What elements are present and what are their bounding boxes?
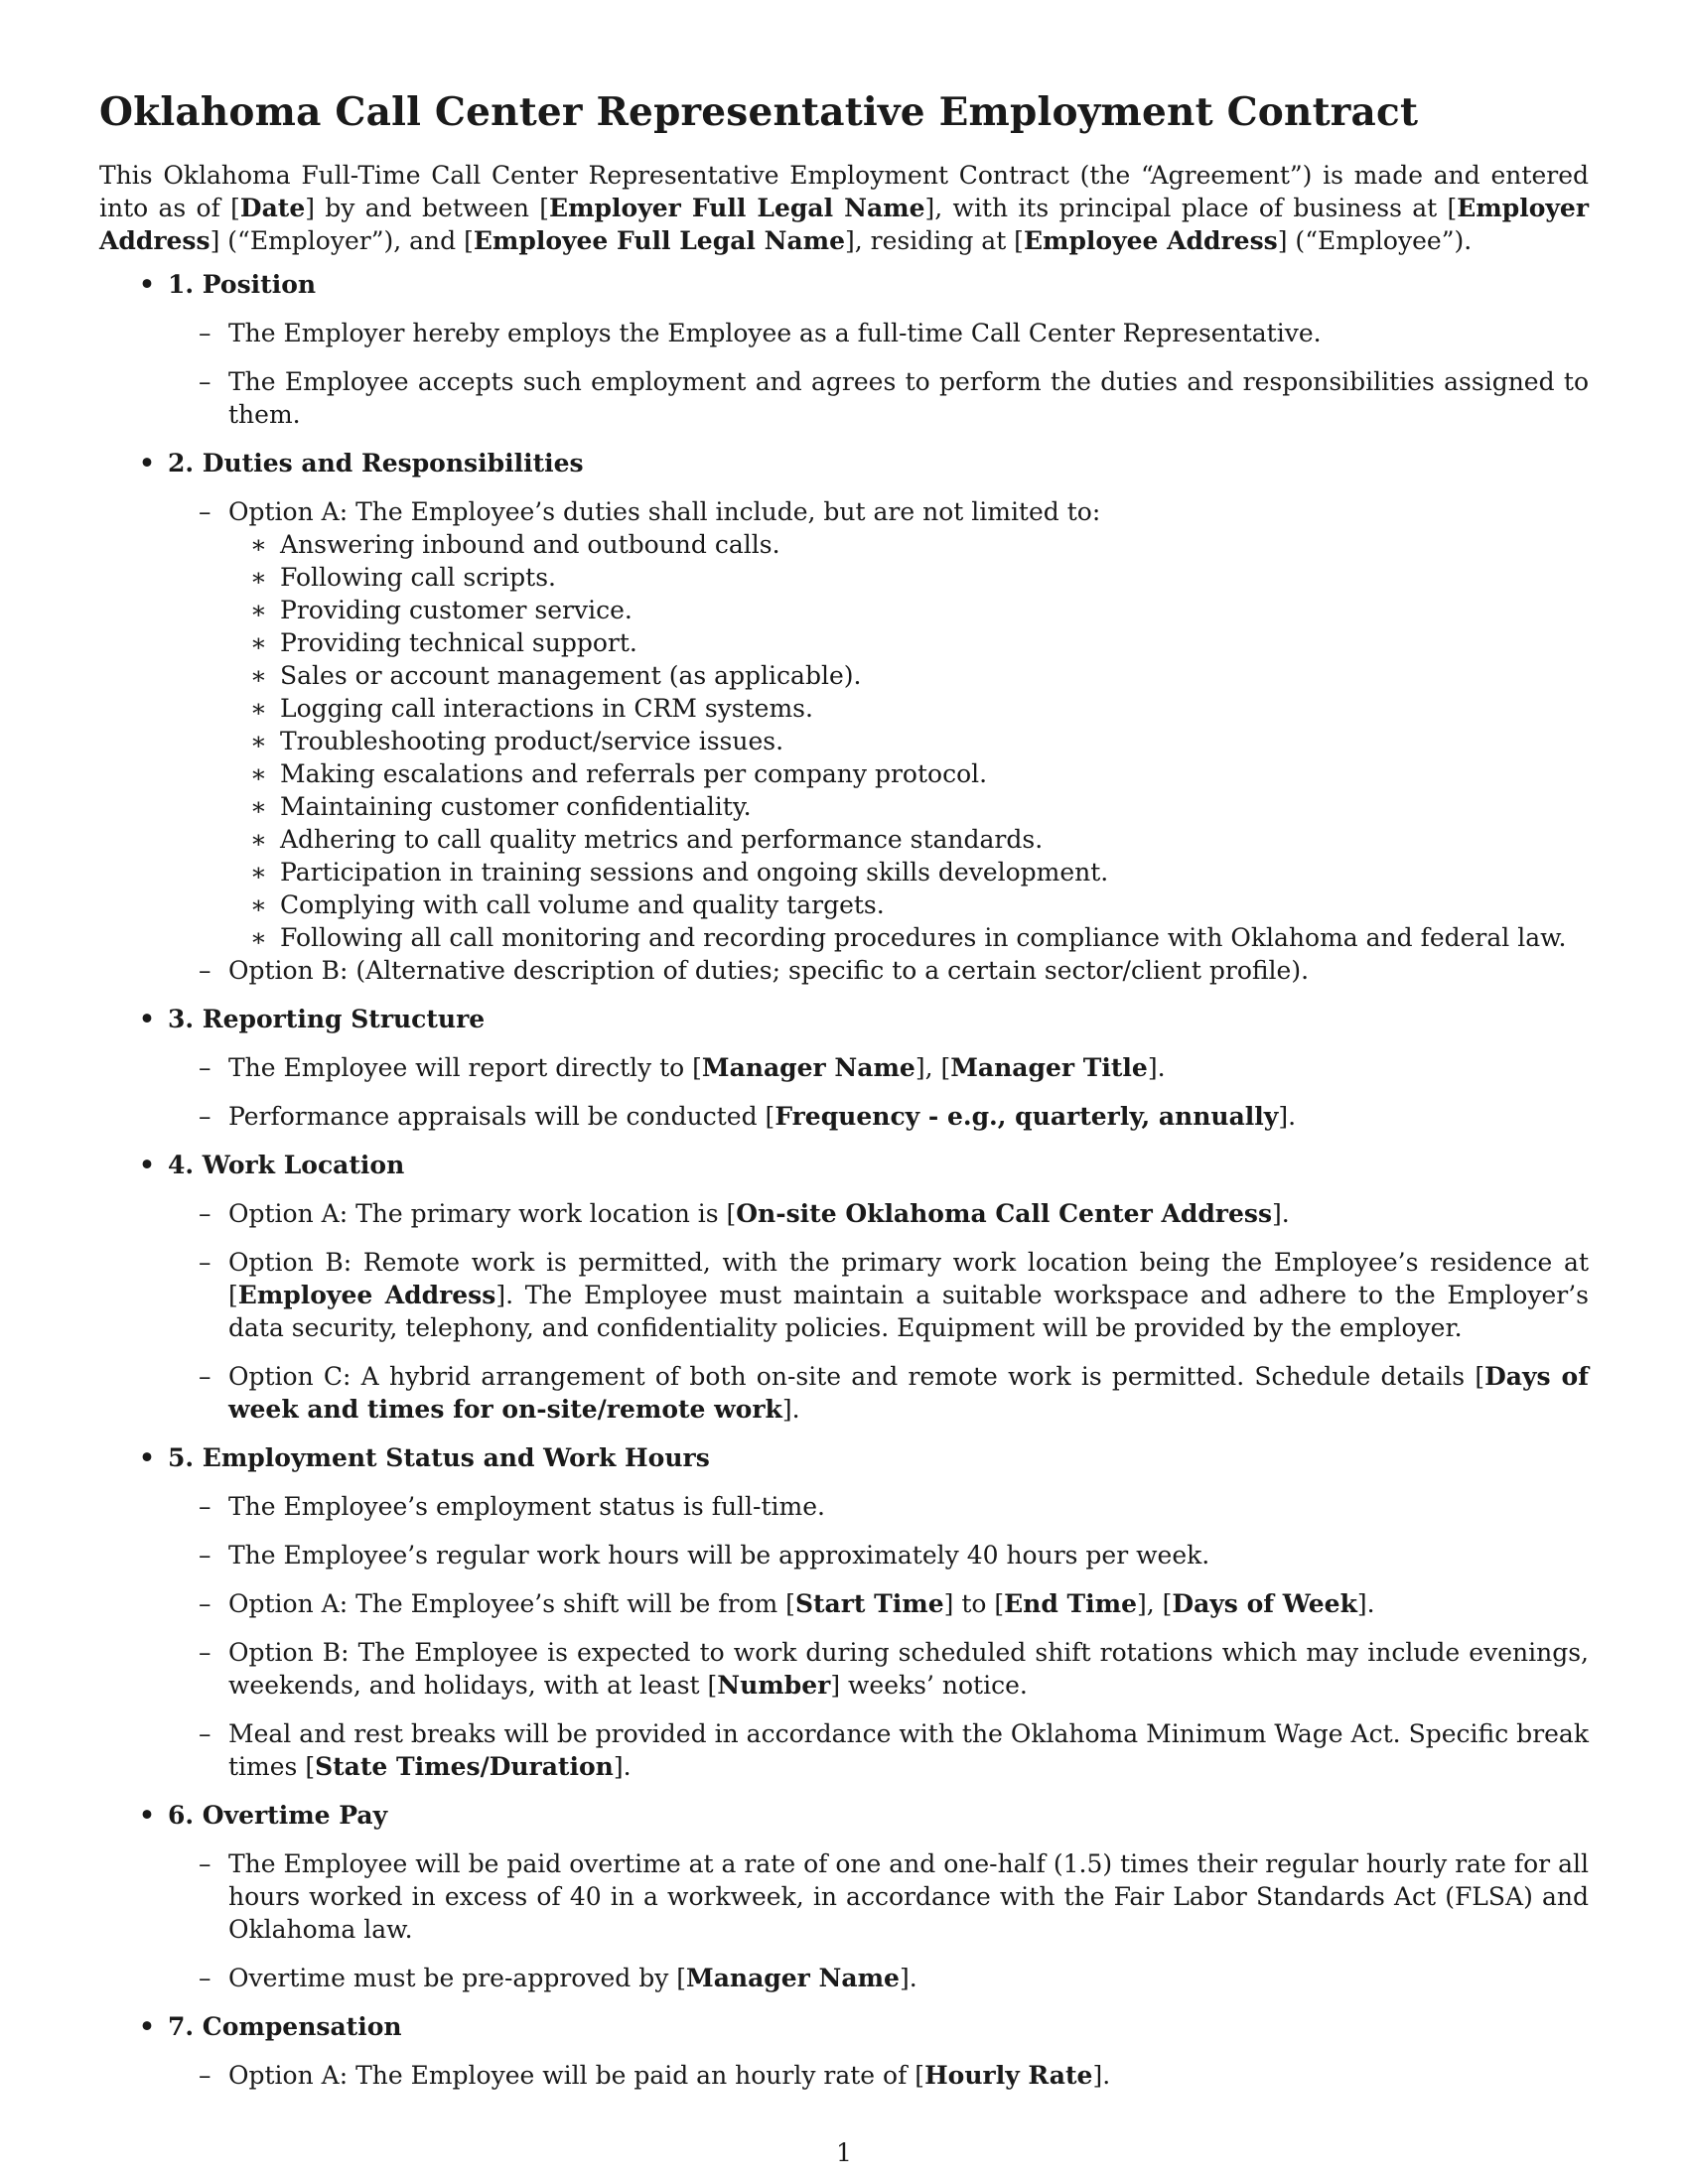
duty-text: Complying with call volume and quality targets. xyxy=(280,890,885,919)
duty-item xyxy=(0,790,1589,823)
text-run: ]. xyxy=(1278,1102,1297,1131)
dash-icon: – xyxy=(199,1964,211,1992)
dash-icon: – xyxy=(199,1719,211,1748)
section-heading-text: 3. Reporting Structure xyxy=(168,1005,486,1033)
contract-section xyxy=(0,2010,1688,2092)
dash-icon: – xyxy=(199,367,211,396)
page-number: 1 xyxy=(836,2138,852,2167)
text-run: Option C: A hybrid arrangement of both on-site and remote work is permitted. Schedule details [ xyxy=(228,1362,1485,1391)
dash-icon: – xyxy=(199,1248,211,1277)
asterisk-icon: ∗ xyxy=(250,858,267,887)
section-heading xyxy=(0,1799,1688,1832)
text-run: Performance appraisals will be conducted [ xyxy=(228,1102,775,1131)
duty-item xyxy=(0,626,1589,659)
placeholder-field: Days of Week xyxy=(1172,1589,1357,1618)
text-run: Meal and rest breaks will be provided in accordance with the Oklahoma Minimum Wage Act. Specific break times [ xyxy=(228,1719,1589,1781)
section-item xyxy=(0,1587,1589,1620)
duty-item xyxy=(0,823,1589,856)
contract-section xyxy=(0,1441,1688,1783)
duty-text: Following call scripts. xyxy=(280,563,556,592)
section-heading-text: 2. Duties and Responsibilities xyxy=(168,449,584,478)
text-run: Option A: The Employee will be paid an hourly rate of [ xyxy=(228,2061,925,2090)
contract-section xyxy=(0,1149,1688,1426)
section-item xyxy=(0,1197,1589,1230)
placeholder-field: Date xyxy=(239,194,306,222)
placeholder-field: Employer Full Legal Name xyxy=(549,194,925,222)
bullet-icon: • xyxy=(139,449,155,478)
section-heading xyxy=(0,447,1688,479)
bullet-icon: • xyxy=(139,1005,155,1033)
duty-text: Adhering to call quality metrics and performance standards. xyxy=(280,825,1044,854)
contract-section xyxy=(0,447,1688,987)
section-item xyxy=(0,1100,1589,1133)
placeholder-field: Days of week and times for on-site/remote work xyxy=(228,1362,1589,1424)
section-heading-text: 7. Compensation xyxy=(168,2012,402,2041)
text-run: Option B: (Alternative description of duties; specific to a certain sector/client profile). xyxy=(228,956,1310,985)
placeholder-field: State Times/Duration xyxy=(315,1752,614,1781)
section-heading xyxy=(0,1441,1688,1474)
text-run: Option B: Remote work is permitted, with the primary work location being the Employee’s residence at [ xyxy=(228,1248,1589,1309)
dash-icon: – xyxy=(199,1849,211,1878)
duty-item xyxy=(0,757,1589,790)
asterisk-icon: ∗ xyxy=(250,596,267,624)
text-run: ] weeks’ notice. xyxy=(830,1671,1028,1700)
duty-item xyxy=(0,659,1589,692)
placeholder-field: Manager Name xyxy=(686,1964,900,1992)
placeholder-field: Number xyxy=(717,1671,831,1700)
section-item xyxy=(0,365,1589,431)
asterisk-icon: ∗ xyxy=(250,530,267,559)
dash-icon: – xyxy=(199,497,211,526)
bullet-icon: • xyxy=(139,2012,155,2041)
duty-text: Maintaining customer confidentiality. xyxy=(280,792,752,821)
placeholder-field: Frequency - e.g., quarterly, annually xyxy=(774,1102,1279,1131)
section-item xyxy=(0,1636,1589,1702)
text-run: ]. xyxy=(781,1395,800,1424)
text-run: The Employee’s regular work hours will be approximately 40 hours per week. xyxy=(228,1541,1210,1570)
placeholder-field: Manager Name xyxy=(701,1053,915,1082)
section-heading-text: 4. Work Location xyxy=(168,1151,405,1179)
duty-text: Providing customer service. xyxy=(280,596,633,624)
text-run: The Employee will report directly to [ xyxy=(228,1053,702,1082)
dash-icon: – xyxy=(199,319,211,347)
asterisk-icon: ∗ xyxy=(250,792,267,821)
duty-item xyxy=(0,725,1589,757)
asterisk-icon: ∗ xyxy=(250,661,267,690)
text-run: ] (“Employer”), and [ xyxy=(210,226,474,255)
duty-text: Following all call monitoring and recording procedures in compliance with Oklahoma and federal law. xyxy=(280,923,1567,952)
asterisk-icon: ∗ xyxy=(250,890,267,919)
section-heading-text: 6. Overtime Pay xyxy=(168,1801,388,1830)
text-run: Option B: The Employee is expected to work during scheduled shift rotations which may include evenings, weekends, and holidays, with at least [ xyxy=(228,1638,1589,1700)
text-run: ] (“Employee”). xyxy=(1277,226,1473,255)
placeholder-field: Employer Address xyxy=(99,194,1589,255)
section-item xyxy=(0,1717,1589,1783)
text-run: This Oklahoma Full-Time Call Center Representative Employment Contract (the “Agreement”) is made and entered into as of [ xyxy=(99,161,1589,222)
duty-item xyxy=(0,692,1589,725)
dash-icon: – xyxy=(199,1199,211,1228)
text-run: Option A: The Employee’s duties shall include, but are not limited to: xyxy=(228,497,1101,526)
text-run: ] by and between [ xyxy=(305,194,550,222)
placeholder-field: Hourly Rate xyxy=(924,2061,1093,2090)
dash-icon: – xyxy=(199,1362,211,1391)
text-run: ], [ xyxy=(1137,1589,1173,1618)
duties-list xyxy=(0,528,1688,954)
text-run: The Employee will be paid overtime at a rate of one and one-half (1.5) times their regular hourly rate for all hours worked in excess of 40 in a workweek, in accordance with the Fair Labor Standards Act (FLSA) and Oklahoma law. xyxy=(228,1849,1589,1944)
text-run: The Employer hereby employs the Employee as a full-time Call Center Representative. xyxy=(228,319,1322,347)
text-run: ]. xyxy=(1147,1053,1166,1082)
section-heading xyxy=(0,2010,1688,2043)
text-run: The Employee’s employment status is full-time. xyxy=(228,1492,825,1521)
dash-icon: – xyxy=(199,1053,211,1082)
text-run: ]. xyxy=(899,1964,917,1992)
duty-text: Answering inbound and outbound calls. xyxy=(280,530,780,559)
text-run: ]. The Employee must maintain a suitable workspace and adhere to the Employer’s data security, telephony, and confidentiality policies. Equipment will be provided by the employer. xyxy=(228,1281,1589,1342)
section-heading xyxy=(0,1149,1688,1181)
contract-section xyxy=(0,1003,1688,1133)
text-run: The Employee accepts such employment and agrees to perform the duties and responsibilities assigned to them. xyxy=(228,367,1589,429)
asterisk-icon: ∗ xyxy=(250,727,267,755)
contract-section xyxy=(0,268,1688,431)
duty-text: Logging call interactions in CRM systems. xyxy=(280,694,813,723)
placeholder-field: Employee Address xyxy=(237,1281,496,1309)
bullet-icon: • xyxy=(139,1443,155,1472)
section-item xyxy=(0,1246,1589,1344)
duty-text: Making escalations and referrals per company protocol. xyxy=(280,759,988,788)
contract-section xyxy=(0,1799,1688,1994)
placeholder-field: Employee Address xyxy=(1023,226,1278,255)
dash-icon: – xyxy=(199,1589,211,1618)
text-run: ], [ xyxy=(914,1053,951,1082)
placeholder-field: Start Time xyxy=(794,1589,944,1618)
section-item xyxy=(0,1847,1589,1946)
section-item xyxy=(0,1490,1589,1523)
duty-text: Sales or account management (as applicable). xyxy=(280,661,862,690)
duty-text: Participation in training sessions and ongoing skills development. xyxy=(280,858,1109,887)
duty-text: Troubleshooting product/service issues. xyxy=(280,727,784,755)
duty-text: Providing technical support. xyxy=(280,628,637,657)
dash-icon: – xyxy=(199,1102,211,1131)
asterisk-icon: ∗ xyxy=(250,694,267,723)
duty-item xyxy=(0,594,1589,626)
text-run: ]. xyxy=(613,1752,632,1781)
text-run: Option A: The primary work location is [ xyxy=(228,1199,737,1228)
section-heading xyxy=(0,268,1688,301)
section-item xyxy=(0,1051,1589,1084)
text-run: ], with its principal place of business at [ xyxy=(924,194,1458,222)
sections-list xyxy=(0,268,1688,2108)
asterisk-icon: ∗ xyxy=(250,923,267,952)
section-item xyxy=(0,954,1589,987)
dash-icon: – xyxy=(199,1492,211,1521)
intro-paragraph xyxy=(99,159,1589,257)
placeholder-field: Manager Title xyxy=(950,1053,1148,1082)
text-run: ]. xyxy=(1356,1589,1375,1618)
section-item xyxy=(0,1539,1589,1571)
placeholder-field: Employee Full Legal Name xyxy=(473,226,846,255)
dash-icon: – xyxy=(199,1541,211,1570)
duty-item xyxy=(0,921,1589,954)
asterisk-icon: ∗ xyxy=(250,563,267,592)
section-item xyxy=(0,495,1589,528)
bullet-icon: • xyxy=(139,270,155,299)
duty-item xyxy=(0,888,1589,921)
asterisk-icon: ∗ xyxy=(250,628,267,657)
dash-icon: – xyxy=(199,2061,211,2090)
asterisk-icon: ∗ xyxy=(250,759,267,788)
dash-icon: – xyxy=(199,1638,211,1667)
text-run: ]. xyxy=(1092,2061,1111,2090)
placeholder-field: End Time xyxy=(1004,1589,1137,1618)
section-heading-text: 1. Position xyxy=(168,270,317,299)
text-run: Option A: The Employee’s shift will be from [ xyxy=(228,1589,795,1618)
text-run: ], residing at [ xyxy=(845,226,1024,255)
duty-item xyxy=(0,856,1589,888)
text-run: ]. xyxy=(1272,1199,1290,1228)
bullet-icon: • xyxy=(139,1151,155,1179)
section-heading-text: 5. Employment Status and Work Hours xyxy=(168,1443,710,1472)
section-item xyxy=(0,1360,1589,1426)
section-item xyxy=(0,317,1589,349)
duty-item xyxy=(0,561,1589,594)
text-run: ] to [ xyxy=(943,1589,1005,1618)
bullet-icon: • xyxy=(139,1801,155,1830)
section-item xyxy=(0,2059,1589,2092)
asterisk-icon: ∗ xyxy=(250,825,267,854)
text-run: Overtime must be pre-approved by [ xyxy=(228,1964,687,1992)
section-item xyxy=(0,1962,1589,1994)
duty-item xyxy=(0,528,1589,561)
dash-icon: – xyxy=(199,956,211,985)
section-heading xyxy=(0,1003,1688,1035)
placeholder-field: On-site Oklahoma Call Center Address xyxy=(736,1199,1273,1228)
document-title: Oklahoma Call Center Representative Employment Contract xyxy=(99,89,1419,135)
